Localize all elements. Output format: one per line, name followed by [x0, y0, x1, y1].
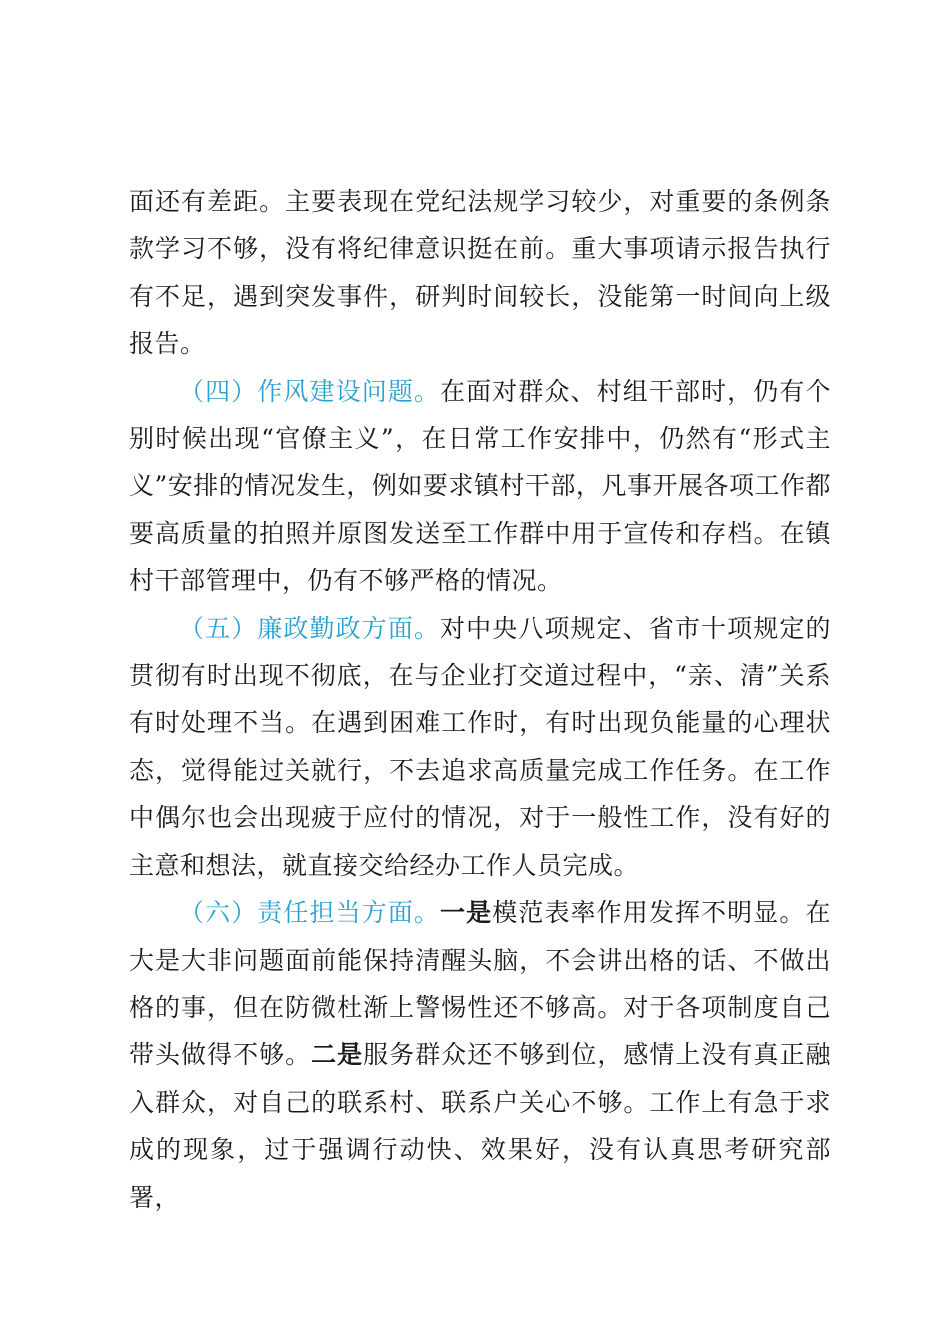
section-heading-six: （六）责任担当方面。: [179, 898, 441, 928]
paragraph-section-five: [129, 605, 831, 889]
paragraph-continuation: [129, 178, 831, 368]
paragraph-section-six: [129, 889, 831, 1221]
section-heading-four: （四）作风建设问题。: [179, 376, 441, 406]
paragraph-text: 服务群众还不够到位，感情上没有真正融入群众，对自己的联系村、联系户关心不够。工作上有急于求成的现象，过于强调行动快、效果好，没有认真思考研究部署，: [129, 1040, 831, 1212]
point-marker-two: 二是: [311, 1040, 364, 1070]
paragraph-text: 对中央八项规定、省市十项规定的贯彻有时出现不彻底，在与企业打交道过程中，“亲、清”关系有时处理不当。在遇到困难工作时，有时出现负能量的心理状态，觉得能过关就行，不去追求高质量完成工作任务。在工作中偶尔也会出现疲于应付的情况，对于一般性工作，没有好的主意和想法，就直接交给经办工作人员完成。: [129, 613, 831, 880]
paragraph-text: 模范表率作用发挥不明显。在大是大非问题面前能保持清醒头脑，不会讲出格的话、不做出格的事，但在防微杜渐上警惕性还不够高。对于各项制度自己带头做得不够。: [129, 898, 831, 1070]
document-body: [129, 178, 831, 1221]
paragraph-section-four: [129, 368, 831, 605]
point-marker-one: 一是: [440, 898, 493, 928]
paragraph-text: 在面对群众、村组干部时，仍有个别时候出现“官僚主义”，在日常工作安排中，仍然有“形式主义”安排的情况发生，例如要求镇村干部，凡事开展各项工作都要高质量的拍照并原图发送至工作群中用于宣传和存档。在镇村干部管理中，仍有不够严格的情况。: [129, 376, 831, 596]
section-heading-five: （五）廉政勤政方面。: [179, 613, 441, 643]
paragraph-text: 面还有差距。主要表现在党纪法规学习较少，对重要的条例条款学习不够，没有将纪律意识挺在前。重大事项请示报告执行有不足，遇到突发事件，研判时间较长，没能第一时间向上级报告。: [129, 187, 831, 359]
